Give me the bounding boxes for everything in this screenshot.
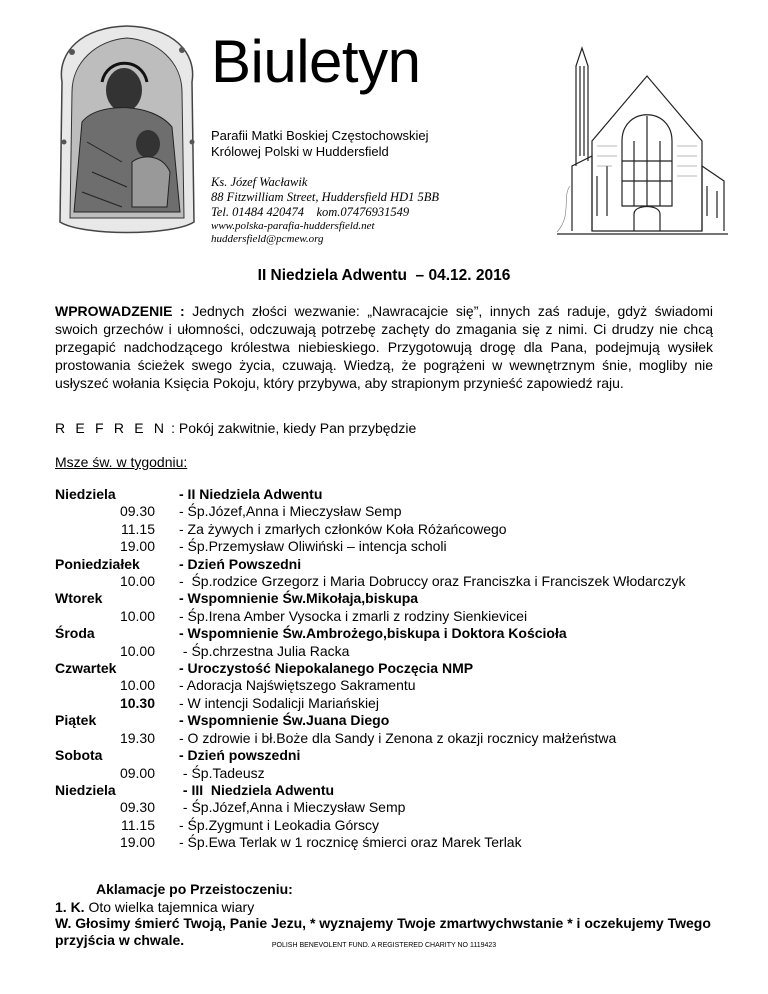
schedule-intention: - Za żywych i zmarłych członków Koła Różańcowego [179, 520, 507, 537]
schedule-row [55, 643, 720, 660]
schedule-intention: - Uroczystość Niepokalanego Poczęcia NMP [179, 660, 474, 677]
schedule-time: 19.00 [119, 538, 155, 555]
schedule-intention: - Śp.Zygmunt i Leokadia Górscy [179, 816, 379, 833]
madonna-icon-image [52, 22, 202, 240]
schedule-intention: - Śp.Ewa Terlak w 1 rocznicę śmierci oraz Marek Terlak [179, 834, 522, 851]
schedule-time: 10.00 [119, 677, 155, 694]
schedule-row [55, 747, 720, 764]
schedule-time: 19.00 [119, 834, 155, 851]
introduction-paragraph [55, 302, 713, 392]
schedule-time: 11.15 [121, 520, 155, 537]
schedule-intention: - Śp.chrzestna Julia Racka [179, 642, 350, 659]
schedule-row [55, 573, 720, 590]
schedule-intention: - II Niedziela Adwentu [179, 486, 323, 502]
schedule-intention: - Wspomnienie Św.Ambrożego,biskupa i Doktora Kościoła [179, 625, 567, 642]
schedule-day: Piątek [55, 712, 97, 729]
schedule-time: 10.30 [119, 694, 155, 711]
schedule-intention: - III Niedziela Adwentu [179, 781, 335, 798]
schedule-intention: - Adoracja Najświętszego Sakramentu [179, 677, 416, 694]
schedule-day: Wtorek [55, 590, 103, 607]
schedule-row [55, 677, 720, 694]
schedule-row [55, 799, 720, 816]
refrain-line [55, 420, 416, 436]
parish-name [211, 128, 428, 160]
schedule-row [55, 503, 720, 520]
schedule-row [55, 590, 720, 607]
schedule-row [55, 817, 720, 834]
phone: Tel. 01484 420474 kom.07476931549 [211, 205, 410, 219]
schedule-intention: - Śp.Irena Amber Vysocka i zmarli z rodziny Sienkievicei [179, 607, 528, 624]
refrain-label: R E F R E N [55, 420, 168, 436]
schedule-row [55, 730, 720, 747]
schedule-row [55, 625, 720, 642]
acclamation-line-2: W. Głosimy śmierć Twoją, Panie Jezu, * wyznajemy Twoje zmartwychwstanie * i oczekujemy Twego przyjścia w chwale. [55, 915, 711, 948]
priest-name: Ks. Józef Wacławik [211, 175, 308, 189]
schedule-row [55, 608, 720, 625]
schedule-time: 19.30 [119, 729, 155, 746]
schedule-row [55, 538, 720, 555]
acclamation-line-1-text: Oto wielka tajemnica wiary [84, 899, 255, 915]
schedule-row [55, 765, 720, 782]
schedule-intention: - Śp.Józef,Anna i Mieczysław Semp [179, 799, 406, 816]
schedule-intention: - Śp.Józef,Anna i Mieczysław Semp [179, 503, 402, 520]
schedule-time: 09.00 [119, 764, 155, 781]
parish-line-1: Parafii Matki Boskiej Częstochowskiej [211, 128, 429, 143]
contact-block [211, 175, 439, 246]
schedule-intention: - Śp.Przemysław Oliwiński – intencja scholi [179, 538, 447, 555]
mass-schedule [55, 486, 720, 852]
website: www.polska-parafia-huddersfield.net [211, 220, 375, 232]
schedule-intention: - O zdrowie i bł.Boże dla Sandy i Zenona z okazji rocznicy małżeństwa [179, 729, 617, 746]
acclamation-title: Aklamacje po Przeistoczeniu: [96, 881, 293, 897]
schedule-intention: - Dzień Powszedni [179, 555, 302, 572]
schedule-day: Niedziela [55, 486, 116, 502]
acclamation-line-1-label: 1. K. [55, 899, 85, 915]
schedule-time: 11.15 [121, 816, 155, 833]
schedule-intention: - Wspomnienie Św.Mikołaja,biskupa [179, 590, 419, 607]
schedule-row [55, 712, 720, 729]
schedule-row [55, 521, 720, 538]
schedule-day: Poniedziałek [55, 555, 140, 572]
acclamation-line-1 [55, 899, 254, 915]
schedule-day: Czwartek [55, 660, 117, 677]
schedule-day: Sobota [55, 747, 103, 764]
schedule-intention: - Dzień powszedni [179, 747, 301, 764]
introduction-text: Jednych złości wezwanie: „Nawracajcie się”, innych zaś raduje, gdyż świadomi swoich grzechów i ułomności, odczuwają potrzebę zachęty do zmagania się z nimi. Ci drudzy nie chcą przegapić nadchodzącego królestwa niebieskiego. Przygotowują drogę dla Pana, podejmują wysiłek prostowania ścieżek swego życia, czuwają. Wiedzą, że pogrążeni w wewnętrznym śnie, mogliby nie usłyszeć wołania Księcia Pokoju, który przybywa, aby strapionym przynieść zapowiedź raju. [55, 303, 713, 391]
bulletin-title: Biuletyn [211, 28, 421, 95]
schedule-row [55, 486, 720, 503]
weekly-masses-title: Msze św. w tygodniu: [55, 454, 188, 470]
schedule-row [55, 782, 720, 799]
schedule-row [55, 660, 720, 677]
schedule-row [55, 556, 720, 573]
schedule-time: 10.00 [119, 573, 155, 590]
schedule-intention: - Śp.rodzice Grzegorz i Maria Dobruccy oraz Franciszka i Franciszek Włodarczyk [179, 573, 686, 590]
schedule-row [55, 834, 720, 851]
address: 88 Fitzwilliam Street, Huddersfield HD1 5BB [211, 190, 439, 204]
schedule-row [55, 695, 720, 712]
schedule-intention: - Wspomnienie Św.Juana Diego [179, 712, 390, 729]
footer-charity-note: POLISH BENEVOLENT FUND. A REGISTERED CHARITY NO 1119423 [271, 942, 497, 949]
schedule-day: Środa [55, 625, 95, 642]
sunday-heading: II Niedziela Adwentu – 04.12. 2016 [257, 267, 511, 284]
schedule-intention: - W intencji Sodalicji Mariańskiej [179, 694, 379, 711]
parish-line-2: Królowej Polski w Huddersfield [211, 144, 389, 159]
schedule-day: Niedziela [55, 781, 116, 798]
email: huddersfield@pcmew.org [211, 233, 324, 245]
refrain-text: : Pokój zakwitnie, kiedy Pan przybędzie [171, 420, 417, 436]
introduction-label: WPROWADZENIE : [55, 303, 185, 319]
schedule-time: 10.00 [119, 607, 155, 624]
schedule-time: 09.30 [119, 503, 155, 520]
schedule-time: 09.30 [119, 799, 155, 816]
church-drawing-image [552, 46, 730, 238]
schedule-intention: - Śp.Tadeusz [179, 764, 265, 781]
schedule-time: 10.00 [119, 642, 155, 659]
